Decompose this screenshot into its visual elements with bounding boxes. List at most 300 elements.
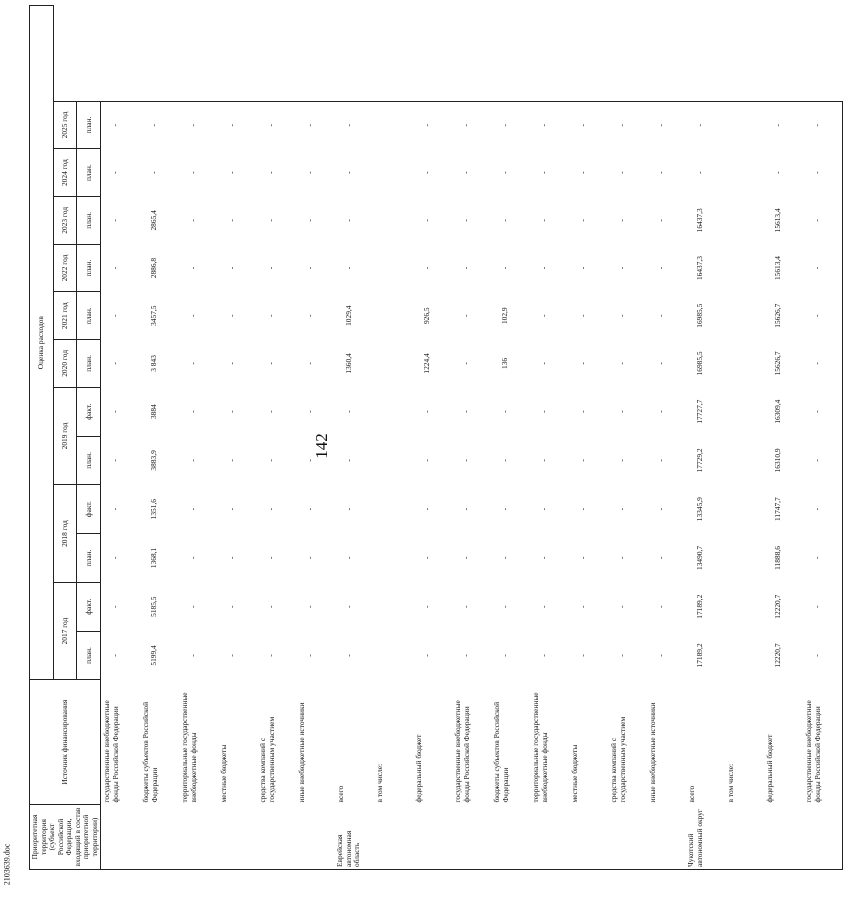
value-cell: - — [422, 654, 432, 657]
value-cell: - — [422, 266, 432, 270]
header-plan: план. — [77, 631, 101, 680]
header-year: 2018 год — [53, 485, 77, 583]
value-cell: 16985,5 — [695, 351, 705, 376]
value-cell: - — [500, 266, 510, 270]
territory-cell — [296, 804, 335, 869]
value-cell: - — [110, 171, 120, 174]
value-cell: 102,9 — [500, 307, 510, 325]
header-estimate: Оценка расходов — [30, 6, 54, 680]
value-cell: - — [422, 219, 432, 222]
value-cell: 2886,8 — [149, 257, 159, 279]
value-cell: 11888,6 — [773, 546, 783, 570]
value-cell: - — [422, 605, 432, 608]
value-cell: - — [461, 410, 471, 413]
value-cell: - — [491, 101, 530, 149]
value-cell: - — [305, 171, 315, 174]
value-cell: - — [539, 654, 549, 657]
value-cell: 17189,2 — [695, 594, 705, 619]
value-cell: - — [803, 485, 843, 534]
value-cell: - — [617, 459, 627, 462]
value-cell: - — [647, 101, 686, 149]
table-body — [101, 6, 843, 870]
value-cell: 3883,9 — [149, 450, 159, 471]
value-cell — [725, 485, 764, 534]
table-row — [413, 6, 452, 870]
value-cell: - — [188, 410, 198, 413]
source-cell: федеральный бюджет — [414, 734, 424, 803]
table-row — [491, 6, 530, 870]
table-row — [140, 6, 179, 870]
value-cell: - — [266, 410, 276, 413]
table-row — [101, 6, 141, 870]
header-plan: план. — [77, 197, 101, 245]
value-cell: 3 843 — [149, 355, 159, 372]
value-cell: - — [266, 362, 276, 365]
value-cell: - — [461, 605, 471, 608]
value-cell: - — [500, 507, 510, 511]
value-cell: - — [461, 362, 471, 365]
value-cell: - — [461, 314, 471, 317]
value-cell: - — [803, 436, 843, 485]
table-row — [569, 6, 608, 870]
table-row — [257, 6, 296, 870]
value-cell: 13490,7 — [695, 545, 705, 570]
value-cell: 3884 — [149, 404, 159, 420]
header-plan: план. — [77, 534, 101, 583]
value-cell: - — [617, 556, 627, 560]
value-cell: - — [110, 459, 120, 462]
source-cell: в том числе: — [726, 763, 736, 803]
header-plan: план. — [77, 244, 101, 292]
header-year: 2019 год — [53, 387, 77, 485]
value-cell: - — [539, 410, 549, 413]
value-cell: - — [656, 410, 666, 413]
value-cell: - — [305, 362, 315, 365]
value-cell: - — [656, 266, 666, 270]
value-cell: 15626,7 — [773, 303, 783, 328]
value-cell: 17189,2 — [695, 643, 705, 668]
table-row — [179, 6, 218, 870]
value-cell: - — [266, 556, 276, 560]
value-cell: 13345,9 — [695, 497, 705, 522]
value-cell — [725, 436, 764, 485]
source-cell: территориальные государственные внебюджетные фонды — [531, 692, 549, 803]
value-cell: - — [188, 171, 198, 174]
expenditure-table — [29, 5, 843, 870]
value-cell: - — [188, 362, 198, 365]
value-cell: 5199,4 — [149, 645, 159, 666]
territory-cell: Чукотский автономный округ — [686, 804, 725, 869]
value-cell: - — [578, 266, 588, 270]
value-cell: - — [266, 654, 276, 657]
value-cell: - — [803, 292, 843, 340]
value-cell: - — [452, 101, 491, 149]
header-plan: план. — [77, 292, 101, 340]
source-cell: государственные внебюджетные фонды Российской Федерации — [453, 700, 471, 803]
value-cell: - — [110, 314, 120, 317]
value-cell: - — [188, 507, 198, 511]
value-cell: - — [227, 654, 237, 657]
value-cell: - — [344, 171, 354, 174]
value-cell: - — [500, 410, 510, 413]
value-cell: - — [227, 219, 237, 222]
value-cell: - — [539, 362, 549, 365]
value-cell: 16437,3 — [695, 208, 705, 233]
value-cell: - — [803, 387, 843, 436]
value-cell: - — [179, 101, 218, 149]
value-cell: - — [803, 631, 843, 680]
value-cell: - — [227, 171, 237, 174]
value-cell: - — [803, 197, 843, 245]
territory-cell — [530, 804, 569, 869]
value-cell: - — [617, 171, 627, 174]
value-cell: - — [461, 556, 471, 560]
source-cell: в том числе: — [375, 763, 385, 803]
value-cell — [374, 631, 413, 680]
value-cell: 5185,5 — [149, 596, 159, 617]
value-cell: - — [764, 101, 803, 149]
territory-cell — [101, 804, 141, 869]
value-cell: - — [461, 654, 471, 657]
value-cell — [374, 197, 413, 245]
header-source: Источник финансирования — [30, 680, 101, 805]
value-cell: - — [656, 654, 666, 657]
value-cell: 3457,5 — [149, 305, 159, 326]
value-cell: - — [344, 507, 354, 511]
value-cell: 16310,9 — [773, 448, 783, 473]
value-cell: - — [266, 314, 276, 317]
table-row — [296, 6, 335, 870]
value-cell: - — [305, 219, 315, 222]
value-cell: - — [617, 654, 627, 657]
territory-cell — [218, 804, 257, 869]
territory-cell — [725, 804, 764, 869]
value-cell: - — [578, 314, 588, 317]
territory-cell — [179, 804, 218, 869]
value-cell: - — [578, 507, 588, 511]
source-cell: федеральный бюджет — [765, 734, 775, 803]
value-cell: - — [578, 410, 588, 413]
value-cell: - — [110, 605, 120, 608]
source-cell: средства компаний с государственным участием — [609, 716, 627, 803]
value-cell: 1368,1 — [149, 547, 159, 569]
value-cell: - — [539, 266, 549, 270]
value-cell: - — [803, 101, 843, 149]
value-cell: - — [578, 362, 588, 365]
value-cell: - — [188, 556, 198, 560]
file-id: 2103639.doc — [2, 843, 12, 886]
value-cell: - — [500, 605, 510, 608]
value-cell — [374, 534, 413, 583]
value-cell: - — [344, 266, 354, 270]
value-cell: - — [413, 101, 452, 149]
header-plan: план. — [77, 436, 101, 485]
value-cell: - — [656, 459, 666, 462]
value-cell: - — [461, 219, 471, 222]
value-cell: - — [110, 507, 120, 511]
value-cell: - — [266, 171, 276, 174]
page-number: 142 — [311, 433, 331, 459]
source-cell: иные внебюджетные источники — [648, 702, 658, 803]
value-cell: - — [344, 219, 354, 222]
value-cell: 17727,7 — [695, 399, 705, 424]
value-cell — [725, 387, 764, 436]
territory-cell — [413, 804, 452, 869]
value-cell: - — [422, 410, 432, 413]
value-cell: - — [656, 362, 666, 365]
value-cell: - — [461, 171, 471, 174]
table-row — [335, 6, 374, 870]
value-cell: - — [656, 219, 666, 222]
value-cell: - — [422, 171, 432, 174]
value-cell: - — [656, 605, 666, 608]
value-cell: - — [266, 605, 276, 608]
header-year: 2022 год — [53, 244, 77, 292]
territory-cell: Еврейская автономная область — [335, 804, 374, 869]
value-cell: - — [188, 314, 198, 317]
source-cell: иные внебюджетные источники — [297, 702, 307, 803]
value-cell: - — [617, 605, 627, 608]
value-cell: - — [266, 507, 276, 511]
value-cell: - — [305, 556, 315, 560]
territory-cell — [608, 804, 647, 869]
value-cell: 16985,5 — [695, 303, 705, 328]
value-cell: - — [266, 219, 276, 222]
value-cell: - — [227, 605, 237, 608]
value-cell: - — [695, 171, 705, 174]
header-year: 2021 год — [53, 292, 77, 340]
value-cell: - — [227, 459, 237, 462]
value-cell: - — [539, 556, 549, 560]
value-cell: 15626,7 — [773, 351, 783, 376]
value-cell: - — [686, 101, 725, 149]
value-cell: - — [344, 556, 354, 560]
header-fact: факт. — [77, 485, 101, 534]
value-cell: - — [110, 654, 120, 657]
value-cell: 1029,4 — [344, 305, 354, 326]
table-row — [686, 6, 725, 870]
header-year: 2017 год — [53, 582, 77, 680]
value-cell: - — [110, 266, 120, 270]
value-cell: - — [578, 556, 588, 560]
value-cell: 15613,4 — [773, 208, 783, 233]
value-cell: - — [500, 459, 510, 462]
value-cell: - — [539, 219, 549, 222]
value-cell: - — [227, 362, 237, 365]
source-cell: бюджеты субъектов Российской Федерации — [141, 701, 159, 803]
value-cell: - — [101, 101, 141, 149]
value-cell: - — [656, 507, 666, 511]
value-cell: - — [461, 507, 471, 511]
value-cell: - — [500, 171, 510, 174]
value-cell: - — [227, 556, 237, 560]
value-cell: - — [110, 410, 120, 413]
value-cell — [725, 534, 764, 583]
value-cell: - — [305, 507, 315, 511]
value-cell: - — [344, 410, 354, 413]
value-cell: - — [461, 266, 471, 270]
source-cell: местные бюджеты — [570, 744, 580, 803]
territory-cell — [257, 804, 296, 869]
territory-cell — [140, 804, 179, 869]
value-cell: - — [617, 362, 627, 365]
header-year: 2024 год — [53, 149, 77, 197]
value-cell — [725, 631, 764, 680]
value-cell: - — [803, 149, 843, 197]
value-cell: - — [500, 654, 510, 657]
source-cell: всего — [336, 785, 346, 803]
value-cell: - — [773, 171, 783, 174]
value-cell: 1224,4 — [422, 353, 432, 374]
territory-cell — [764, 804, 803, 869]
value-cell: - — [110, 362, 120, 365]
value-cell: - — [539, 507, 549, 511]
value-cell — [374, 387, 413, 436]
source-cell: территориальные государственные внебюджетные фонды — [180, 692, 198, 803]
territory-cell — [803, 804, 843, 869]
value-cell: - — [617, 219, 627, 222]
value-cell: - — [305, 654, 315, 657]
value-cell: - — [110, 219, 120, 222]
value-cell: - — [188, 266, 198, 270]
value-cell: 17729,2 — [695, 448, 705, 473]
territory-cell — [452, 804, 491, 869]
value-cell: 12220,7 — [773, 643, 783, 668]
table-row — [608, 6, 647, 870]
header-fact: факт. — [77, 582, 101, 631]
value-cell: - — [188, 605, 198, 608]
source-cell: местные бюджеты — [219, 744, 229, 803]
header-plan: план. — [77, 340, 101, 388]
territory-cell — [647, 804, 686, 869]
value-cell: - — [578, 459, 588, 462]
header-year: 2020 год — [53, 340, 77, 388]
source-cell: государственные внебюджетные фонды Российской Федерации — [803, 680, 843, 805]
value-cell: 12220,7 — [773, 594, 783, 619]
value-cell: - — [803, 582, 843, 631]
value-cell: - — [227, 410, 237, 413]
value-cell: - — [530, 101, 569, 149]
value-cell: - — [569, 101, 608, 149]
value-cell: 2865,4 — [149, 210, 159, 231]
value-cell: - — [617, 266, 627, 270]
value-cell — [725, 149, 764, 197]
territory-cell — [374, 804, 413, 869]
value-cell — [374, 485, 413, 534]
value-cell: - — [266, 459, 276, 462]
table-row — [647, 6, 686, 870]
table-row — [764, 6, 803, 870]
value-cell: - — [296, 101, 335, 149]
value-cell — [374, 149, 413, 197]
value-cell: - — [656, 314, 666, 317]
value-cell: - — [803, 244, 843, 292]
value-cell: 926,5 — [422, 307, 432, 325]
rotated-table-container — [29, 5, 822, 870]
value-cell: - — [500, 219, 510, 222]
source-cell: государственные внебюджетные фонды Российской Федерации — [102, 700, 120, 803]
value-cell: - — [305, 605, 315, 608]
source-cell: бюджеты субъектов Российской Федерации — [492, 701, 510, 803]
value-cell: - — [140, 101, 179, 149]
value-cell: - — [227, 266, 237, 270]
header-year: 2025 год — [53, 101, 77, 149]
value-cell: 11747,7 — [773, 497, 783, 522]
value-cell — [374, 340, 413, 388]
header-plan: план. — [77, 101, 101, 149]
value-cell: - — [305, 410, 315, 413]
value-cell: - — [305, 266, 315, 270]
value-cell — [374, 292, 413, 340]
value-cell: - — [617, 410, 627, 413]
value-cell: - — [500, 556, 510, 560]
value-cell: - — [578, 219, 588, 222]
value-cell — [374, 582, 413, 631]
value-cell: 15613,4 — [773, 256, 783, 281]
value-cell: - — [257, 101, 296, 149]
header-plan: план. — [77, 149, 101, 197]
value-cell: - — [335, 101, 374, 149]
value-cell — [374, 436, 413, 485]
value-cell: - — [803, 340, 843, 388]
header-year: 2023 год — [53, 197, 77, 245]
value-cell — [725, 582, 764, 631]
value-cell: - — [578, 654, 588, 657]
value-cell — [374, 244, 413, 292]
value-cell — [725, 340, 764, 388]
value-cell: - — [608, 101, 647, 149]
value-cell: 16309,4 — [773, 399, 783, 424]
value-cell — [725, 292, 764, 340]
value-cell: - — [617, 314, 627, 317]
value-cell: - — [227, 507, 237, 511]
source-cell: всего — [687, 785, 697, 803]
value-cell: - — [803, 534, 843, 583]
value-cell: - — [227, 314, 237, 317]
header-fact: факт. — [77, 387, 101, 436]
value-cell: - — [344, 605, 354, 608]
value-cell: - — [344, 654, 354, 657]
table-row — [530, 6, 569, 870]
value-cell: - — [188, 219, 198, 222]
value-cell: - — [266, 266, 276, 270]
value-cell: - — [539, 459, 549, 462]
value-cell: - — [110, 556, 120, 560]
header-territory: Приоритетная территория (субъект Российской Федерации, входящий в состав приоритетной территории) — [30, 804, 101, 869]
value-cell: - — [149, 171, 159, 174]
value-cell — [725, 197, 764, 245]
value-cell: - — [539, 171, 549, 174]
value-cell: 1351,6 — [149, 499, 159, 520]
table-row — [803, 6, 843, 870]
value-cell — [725, 244, 764, 292]
value-cell: - — [344, 459, 354, 462]
value-cell: 1360,4 — [344, 353, 354, 374]
territory-cell — [569, 804, 608, 869]
value-cell: - — [188, 654, 198, 657]
value-cell: - — [578, 171, 588, 174]
value-cell: - — [578, 605, 588, 608]
value-cell — [374, 101, 413, 149]
value-cell: - — [539, 314, 549, 317]
value-cell: 136 — [500, 357, 510, 369]
value-cell: - — [305, 459, 315, 462]
table-row — [452, 6, 491, 870]
value-cell: - — [422, 507, 432, 511]
value-cell: - — [218, 101, 257, 149]
value-cell — [725, 101, 764, 149]
territory-cell — [491, 804, 530, 869]
